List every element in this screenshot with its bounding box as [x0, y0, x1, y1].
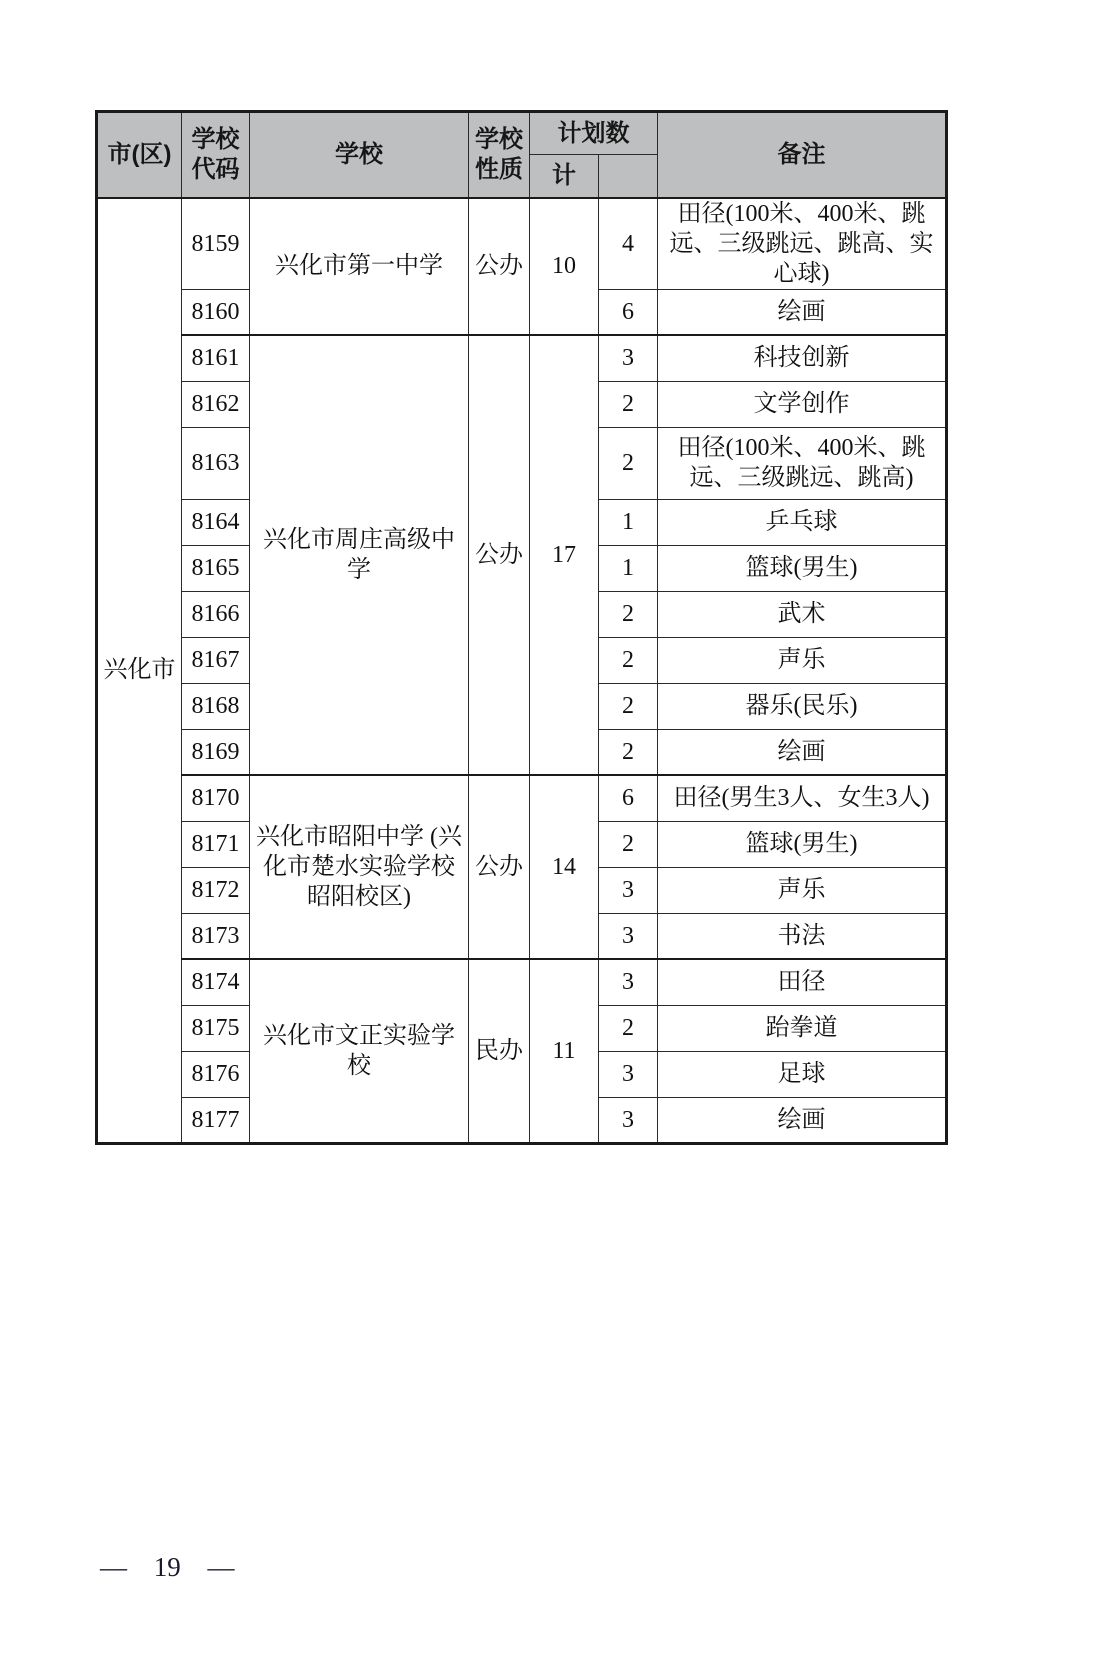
remark-cell: 乒乓球: [658, 499, 947, 545]
code-cell: 8172: [182, 867, 250, 913]
remark-cell: 绘画: [658, 289, 947, 335]
header-city: 市(区): [97, 112, 182, 198]
remark-cell: 武术: [658, 591, 947, 637]
count-cell: 4: [599, 198, 658, 290]
remark-cell: 田径: [658, 959, 947, 1005]
code-cell: 8174: [182, 959, 250, 1005]
code-cell: 8161: [182, 335, 250, 381]
code-cell: 8166: [182, 591, 250, 637]
total-cell: 14: [530, 775, 599, 959]
total-cell: 10: [530, 198, 599, 336]
header-school-type: 学校性质: [469, 112, 530, 198]
total-cell: 11: [530, 959, 599, 1143]
header-remark: 备注: [658, 112, 947, 198]
header-plan-count: 计划数: [530, 112, 658, 155]
code-cell: 8168: [182, 683, 250, 729]
remark-cell: 跆拳道: [658, 1005, 947, 1051]
type-cell: 公办: [469, 775, 530, 959]
remark-cell: 科技创新: [658, 335, 947, 381]
school-cell: 兴化市第一中学: [250, 198, 469, 336]
remark-cell: 篮球(男生): [658, 545, 947, 591]
remark-cell: 田径(100米、400米、跳远、三级跳远、跳高、实心球): [658, 198, 947, 290]
count-cell: 3: [599, 1051, 658, 1097]
code-cell: 8160: [182, 289, 250, 335]
page-number: — 19 —: [100, 1552, 235, 1582]
code-cell: 8169: [182, 729, 250, 775]
header-plan-sub-empty: [599, 155, 658, 198]
header-plan-total: 计: [530, 155, 599, 198]
code-cell: 8162: [182, 381, 250, 427]
remark-cell: 绘画: [658, 1097, 947, 1143]
remark-cell: 绘画: [658, 729, 947, 775]
city-cell: 兴化市: [97, 198, 182, 1144]
count-cell: 3: [599, 913, 658, 959]
remark-cell: 足球: [658, 1051, 947, 1097]
total-cell: 17: [530, 335, 599, 775]
code-cell: 8171: [182, 821, 250, 867]
count-cell: 2: [599, 637, 658, 683]
remark-cell: 田径(100米、400米、跳远、三级跳远、跳高): [658, 427, 947, 499]
count-cell: 1: [599, 545, 658, 591]
remark-cell: 器乐(民乐): [658, 683, 947, 729]
code-cell: 8164: [182, 499, 250, 545]
school-cell: 兴化市周庄高级中学: [250, 335, 469, 775]
count-cell: 3: [599, 335, 658, 381]
remark-cell: 声乐: [658, 637, 947, 683]
code-cell: 8170: [182, 775, 250, 821]
header-school-code: 学校代码: [182, 112, 250, 198]
type-cell: 公办: [469, 198, 530, 336]
header-school: 学校: [250, 112, 469, 198]
count-cell: 2: [599, 427, 658, 499]
count-cell: 6: [599, 289, 658, 335]
remark-cell: 书法: [658, 913, 947, 959]
count-cell: 3: [599, 1097, 658, 1143]
code-cell: 8159: [182, 198, 250, 290]
remark-cell: 田径(男生3人、女生3人): [658, 775, 947, 821]
count-cell: 2: [599, 729, 658, 775]
count-cell: 2: [599, 1005, 658, 1051]
remark-cell: 文学创作: [658, 381, 947, 427]
count-cell: 3: [599, 867, 658, 913]
remark-cell: 声乐: [658, 867, 947, 913]
count-cell: 2: [599, 683, 658, 729]
code-cell: 8176: [182, 1051, 250, 1097]
count-cell: 2: [599, 821, 658, 867]
school-cell: 兴化市昭阳中学 (兴化市楚水实验学校昭阳校区): [250, 775, 469, 959]
count-cell: 1: [599, 499, 658, 545]
remark-cell: 篮球(男生): [658, 821, 947, 867]
code-cell: 8177: [182, 1097, 250, 1143]
type-cell: 公办: [469, 335, 530, 775]
school-cell: 兴化市文正实验学校: [250, 959, 469, 1143]
code-cell: 8163: [182, 427, 250, 499]
count-cell: 6: [599, 775, 658, 821]
code-cell: 8167: [182, 637, 250, 683]
code-cell: 8175: [182, 1005, 250, 1051]
type-cell: 民办: [469, 959, 530, 1143]
enrollment-plan-table: [95, 110, 948, 1145]
count-cell: 3: [599, 959, 658, 1005]
count-cell: 2: [599, 591, 658, 637]
code-cell: 8165: [182, 545, 250, 591]
count-cell: 2: [599, 381, 658, 427]
code-cell: 8173: [182, 913, 250, 959]
